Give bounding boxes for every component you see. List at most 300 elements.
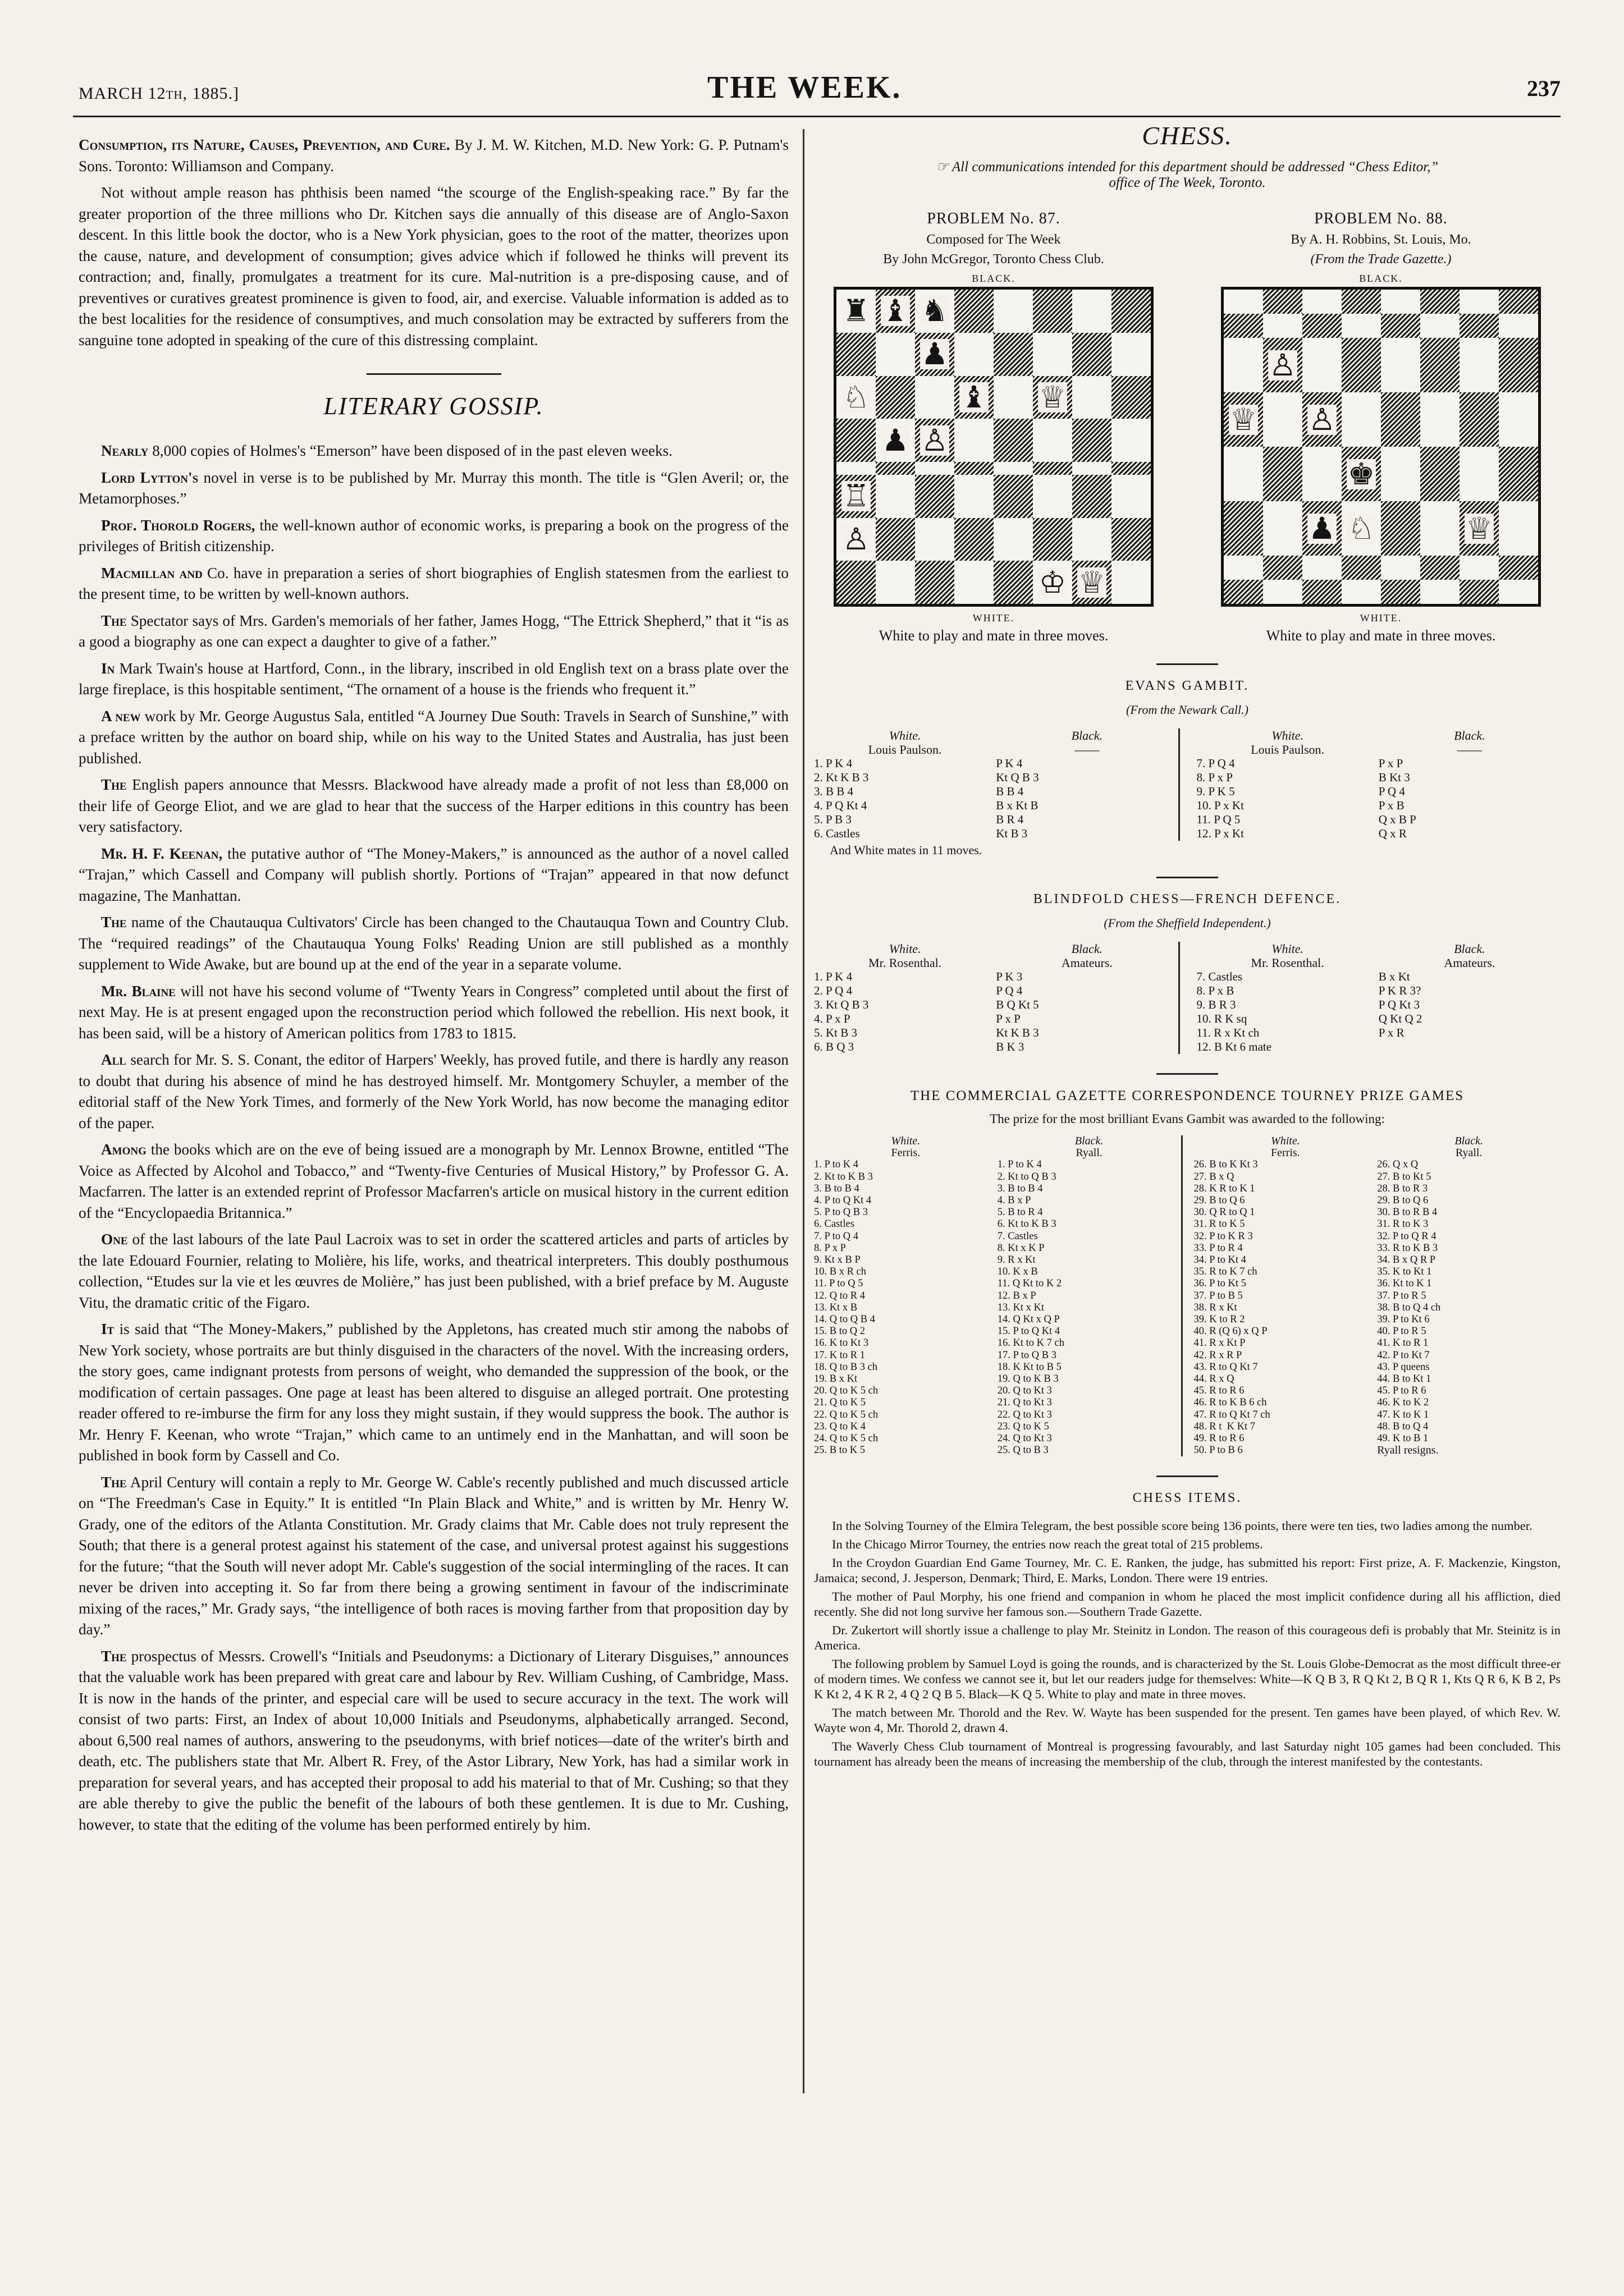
board-square	[1381, 501, 1420, 556]
board-square	[836, 462, 876, 475]
move-list: 1. P to K 4 2. Kt to K B 3 3. B to B 4 4. P to Q Kt 4 5. P to Q B 3 6. Castles 7. P to Q 4 8. P x P 9. Kt x B P 10. B x R ch 11. P to Q 5 12. Q to R 4 13. Kt x B 14. Q to Q B 4 15. B to Q 2 16. K to Kt 3 17. K to R 1 18. Q to B 3 ch 19. B x Kt 20. Q to K 5 ch 21. Q to K 5 22. Q to K 5 ch 23. Q to K 4 24. Q to K 5 ch 25. B to K 5	[814, 1159, 879, 1456]
white-heading: White.	[1271, 942, 1304, 956]
board-square	[1111, 518, 1151, 561]
evans-gambit-game	[814, 728, 1561, 841]
review-paragraph	[79, 135, 789, 177]
gossip-text: novel in verse is to be published by Mr. Murray this month. The title is “Glen Averil; or, the Metamorphoses.”	[79, 469, 789, 507]
gossip-text: prospectus of Messrs. Crowell's “Initials and Pseudonyms: a Dictionary of Literary Disguises,” announces that the valuable work has been prepared with great care and labour by Rev. William Cushing, of Cambridge, Mass. It is now in the hands of the printer, and especial care will be used to secure accuracy in the text. The work will consist of two parts: First, an Index of about 10,000 Initials and Pseudonyms, alphabetically arranged. Second, about 6,500 real names of authors, answering to the pseudonyms, with brief notices—date of the writer's birth and death, etc. The publishers state that Mr. Albert R. Frey, of the Astor Library, New York, has had a similar work in preparation for several years, and has accepted their proposal to add his material to that of Mr. Cushing; so that they are able thereby to give the public the benefit of the labours of both these gentlemen. It is due to Mr. Cushing, however, to state that the editing of the volume has been performed entirely by him.	[79, 1647, 789, 1833]
column-divider	[803, 129, 804, 2093]
board-square	[836, 561, 876, 604]
white-player: Louis Paulson.	[1251, 743, 1325, 757]
gossip-text: Spectator says of Mrs. Garden's memorials of her father, James Hogg, “The Ettrick Shepherd,” that it “is as a good a biography as one can expect a daughter to give of a father.”	[79, 612, 789, 650]
gossip-lead: Mr. H. F. Keenan,	[101, 845, 223, 862]
gossip-lead: In	[101, 659, 115, 677]
chess-piece-icon: ♙	[921, 422, 949, 458]
board-square	[876, 462, 915, 475]
white-moves	[814, 1135, 998, 1456]
board-square	[1263, 501, 1302, 556]
black-moves	[996, 942, 1178, 1054]
gossip-paragraph	[79, 775, 789, 838]
board-square	[915, 290, 954, 333]
chess-notice: ☞ All communications intended for this department should be addressed “Chess Editor,”	[936, 159, 1439, 175]
white-heading: White.	[889, 942, 921, 956]
gossip-lead: Mr. Blaine	[101, 982, 176, 1000]
problem-credit: Composed for The Week	[926, 232, 1061, 247]
board-square	[1224, 580, 1263, 604]
move-list: P K 3 P Q 4 B Q Kt 5 P x P Kt K B 3 B K 3	[996, 970, 1039, 1053]
board-square	[1224, 556, 1263, 580]
board-square	[836, 419, 876, 462]
board-square	[1460, 290, 1499, 314]
board-square	[1224, 290, 1263, 314]
board-square	[1342, 338, 1381, 392]
problem-88	[1201, 210, 1561, 644]
gossip-lead: Among	[101, 1141, 147, 1158]
move-list: B x Kt P K R 3? P Q Kt 3 Q Kt Q 2 P x R	[1378, 970, 1422, 1039]
gossip-text: search for Mr. S. S. Conant, the editor of Harpers' Weekly, has proved futile, and there is hardly any reason to doubt that during his absence of mind he has destroyed himself. Mr. Montgomery Schuyler, a member of the editorial staff of the New York Times, and formerly of the New York World, has now become the managing editor of the paper.	[79, 1051, 789, 1131]
chess-piece-icon: ♜	[842, 293, 870, 329]
move-list: 7. Castles 8. P x B 9. B R 3 10. R K sq 11. R x Kt ch 12. B Kt 6 mate	[1196, 970, 1272, 1053]
board-square	[1072, 290, 1111, 333]
gossip-lead: Nearly	[101, 442, 149, 459]
board-square	[1224, 447, 1263, 501]
chess-piece-icon: ♟	[921, 336, 949, 372]
white-heading: White.	[1271, 728, 1304, 743]
board-square	[836, 376, 876, 419]
black-label: BLACK.	[972, 273, 1015, 284]
literary-gossip-title: LITERARY GOSSIP.	[323, 392, 544, 420]
board-square	[1072, 518, 1111, 561]
board-square	[1111, 462, 1151, 475]
chess-piece-icon: ♕	[1078, 564, 1106, 600]
white-label: WHITE.	[972, 612, 1015, 624]
board-square	[1460, 338, 1499, 392]
gossip-list	[79, 441, 789, 1835]
gossip-lead: It	[101, 1321, 115, 1337]
white-label: WHITE.	[1360, 612, 1402, 624]
board-square	[1460, 580, 1499, 604]
board-square	[954, 518, 994, 561]
black-heading: Black.	[1454, 1135, 1483, 1147]
gossip-lead: The	[101, 1473, 127, 1491]
game-right-half	[1178, 942, 1561, 1054]
board-square	[1342, 290, 1381, 314]
board-square	[1499, 501, 1538, 556]
chess-items-list	[814, 1518, 1561, 1769]
board-square	[836, 518, 876, 561]
board-square	[1381, 556, 1420, 580]
board-square	[954, 290, 994, 333]
board-square	[1033, 419, 1072, 462]
chess-piece-icon: ♘	[1347, 510, 1375, 546]
issue-date: MARCH 12th, 1885.]	[79, 84, 240, 103]
move-list: P K 4 Kt Q B 3 B B 4 B x Kt B B R 4 Kt B 3	[996, 757, 1039, 840]
white-player: Mr. Rosenthal.	[1251, 956, 1324, 970]
board-square	[1111, 561, 1151, 604]
problem-87	[814, 210, 1173, 644]
gossip-lead: All	[101, 1051, 126, 1068]
chess-piece-icon: ♘	[842, 379, 870, 415]
chess-item: In the Croydon Guardian End Game Tourney, Mr. C. E. Ranken, the judge, has submitted his report: First prize, A. F. Mackenzie, Kingston, Jamaica; second, J. Jesperson, Denmark; Third, E. Marks, London. There were 19 entries.	[814, 1556, 1561, 1585]
white-moves	[1197, 728, 1379, 841]
board-square	[994, 475, 1033, 518]
board-square	[1499, 392, 1538, 447]
game-left-half	[814, 728, 1178, 841]
board-square	[1420, 556, 1460, 580]
gossip-paragraph	[79, 1139, 789, 1223]
chess-piece-icon: ♕	[1229, 401, 1257, 437]
board-square	[1033, 376, 1072, 419]
gossip-paragraph	[79, 515, 789, 557]
section-rule	[1156, 877, 1218, 878]
white-moves	[814, 728, 996, 841]
gossip-paragraph	[79, 658, 789, 700]
left-column	[79, 135, 789, 1841]
board-square	[1381, 447, 1420, 501]
gossip-paragraph	[79, 1646, 789, 1836]
board-square	[1381, 314, 1420, 338]
white-player: Mr. Rosenthal.	[868, 956, 942, 970]
board-square	[1033, 462, 1072, 475]
board-square	[1499, 290, 1538, 314]
gossip-text: April Century will contain a reply to Mr. George W. Cable's recently published and much discussed article on “The Freedman's Case in Equity.” It is entitled “In Plain Black and White,” and is written by Mr. Henry W. Grady, one of the editors of the Atlanta Constitution. Mr. Grady claims that Mr. Cable does not truly represent the South; that there is a general protest against his statement of the case, and universal protest against his suggestions for the future; “that the South will never adopt Mr. Cable's suggestion of the social intermingling of the races. It can never be driven into accepting it. So far from there being a growing sentiment in favour of the indiscriminate mixing of the races,” Mr. Grady says, “the intelligence of both races is moving farther from that proposition day by day.”	[79, 1473, 789, 1638]
board-square	[1381, 338, 1420, 392]
board-square	[1420, 392, 1460, 447]
problem-author: By A. H. Robbins, St. Louis, Mo.	[1291, 232, 1471, 247]
board-square	[915, 462, 954, 475]
board-square	[954, 419, 994, 462]
board-square	[915, 518, 954, 561]
gossip-lead: The	[101, 914, 127, 931]
board-square	[1072, 475, 1111, 518]
board-square	[876, 475, 915, 518]
board-square	[1072, 419, 1111, 462]
chess-item: The following problem by Samuel Loyd is going the rounds, and is characterized by the St. Louis Globe-Democrat as the most difficult three-er of modern times. We confess we cannot see it, but let our readers judge for themselves: White—K Q B 3, R Q Kt 2, B Q R 1, Kts Q R 6, K B 2, Ps K Kt 2, 4 K R 2, 4 Q 2 Q B 5. Black—K Q 5. White to play and mate in three moves.	[814, 1657, 1561, 1702]
gossip-text: the books which are on the eve of being issued are a monograph by Mr. Lennox Browne, entitled “The Voice as Affected by Alcohol and Tobacco,” and “Twenty-five Centuries of Musical History,” by Professor G. A. Macfarren. The latter is an extended reprint of Professor Macfarren's article on musical history in the current edition of the “Encyclopaedia Britannica.”	[79, 1141, 789, 1221]
board-square	[1224, 501, 1263, 556]
blindfold-game	[814, 942, 1561, 1054]
black-label: BLACK.	[1359, 273, 1403, 284]
white-moves	[1197, 942, 1379, 1054]
board-square	[1342, 447, 1381, 501]
gossip-lead: The	[101, 612, 127, 629]
board-square	[1460, 314, 1499, 338]
board-square	[1499, 580, 1538, 604]
gossip-text: Co. have in preparation a series of short biographies of English statesmen from the earliest to the present time, to be written by well-known authors.	[79, 564, 789, 602]
masthead-title: THE WEEK.	[707, 70, 902, 105]
white-player: Louis Paulson.	[868, 743, 942, 757]
board-square	[1302, 556, 1342, 580]
white-heading: White.	[889, 728, 921, 743]
game-left-half	[814, 942, 1178, 1054]
chess-notice-office: office of The Week, Toronto.	[1109, 175, 1266, 190]
board-square	[915, 333, 954, 376]
review-citation: By J. M. W. Kitchen, M.D. New York: G. P. Putnam's Sons. Toronto: Williamson and Company.	[79, 136, 789, 175]
gossip-paragraph	[79, 441, 789, 462]
black-moves	[1379, 728, 1561, 841]
board-square	[915, 475, 954, 518]
board-square	[1460, 447, 1499, 501]
board-square	[954, 333, 994, 376]
board-square	[836, 475, 876, 518]
section-rule	[1156, 1073, 1218, 1075]
problem-caption: White to play and mate in three moves.	[879, 627, 1109, 644]
gossip-text: 8,000 copies of Holmes's “Emerson” have been disposed of in the past eleven weeks.	[148, 442, 673, 459]
blindfold-source: (From the Sheffield Independent.)	[1104, 916, 1271, 930]
move-list: 7. P Q 4 8. P x P 9. P K 5 10. P x Kt 11. P Q 5 12. P x Kt	[1196, 757, 1244, 840]
board-square	[1302, 447, 1342, 501]
white-player: Ferris.	[1271, 1147, 1300, 1160]
chess-piece-icon: ♔	[1039, 564, 1067, 600]
board-square	[1224, 392, 1263, 447]
black-player: ——	[1074, 743, 1100, 757]
white-moves	[1194, 1135, 1378, 1456]
board-square	[915, 419, 954, 462]
gossip-text: of the last labours of the late Paul Lacroix was to set in order the scattered articles and parts of articles by the late Edouard Fournier, relating to Molière, his life, works, and theatrical interpreters. This doubly posthumous collection, “Etudes sur la vie et les œuvres de Molière,” has just been published, with a brief preface by M. Auguste Vitu, the dramatic critic of the Figaro.	[79, 1231, 789, 1311]
chess-piece-icon: ♕	[1465, 510, 1493, 546]
black-moves	[998, 1135, 1181, 1456]
chess-piece-icon: ♟	[1308, 510, 1336, 546]
chess-column	[814, 121, 1561, 1772]
board-square	[1033, 518, 1072, 561]
board-square	[994, 333, 1033, 376]
chess-board	[834, 287, 1154, 607]
gossip-text: the well-known author of economic works, is preparing a book on the progress of the privileges of British citizenship.	[79, 516, 789, 554]
section-rule	[1156, 1475, 1218, 1477]
board-square	[876, 561, 915, 604]
game-right-half	[1178, 728, 1561, 841]
chess-piece-icon: ♝	[881, 293, 909, 329]
game-right-half	[1181, 1135, 1561, 1456]
gossip-text: work by Mr. George Augustus Sala, entitled “A Journey Due South: Travels in Search of Sunshine,” with a preface written by the author on board ship, while on his way to the United States and Australia, has just been published.	[79, 707, 789, 767]
board-square	[1111, 333, 1151, 376]
problem-title: PROBLEM No. 88.	[1314, 210, 1448, 227]
problem-caption: White to play and mate in three moves.	[1266, 627, 1496, 644]
board-square	[915, 561, 954, 604]
board-square	[876, 333, 915, 376]
gossip-paragraph	[79, 706, 789, 769]
board-square	[1224, 314, 1263, 338]
chess-item: The mother of Paul Morphy, his one friend and companion in whom he placed the most implicit confidence during all his affliction, died recently. She did not long survive her famous son.—Southern Trade Gazette.	[814, 1589, 1561, 1619]
chess-item: Dr. Zukertort will shortly issue a challenge to play Mr. Steinitz in London. The reason of this courageous defi is probably that Mr. Steinitz is in America.	[814, 1623, 1561, 1653]
black-player: Amateurs.	[1061, 956, 1113, 970]
board-square	[1263, 447, 1302, 501]
chess-item: The match between Mr. Thorold and the Rev. W. Wayte has been suspended for the present. Ten games have been played, of which Rev. W. Wayte won 4, Mr. Thorold 2, drawn 4.	[814, 1706, 1561, 1735]
problem-author: By John McGregor, Toronto Chess Club.	[883, 252, 1104, 267]
board-square	[1111, 290, 1151, 333]
move-list: 26. B to K Kt 3 27. B x Q 28. K R to K 1 29. B to Q 6 30. Q R to Q 1 31. R to K 5 32. P to K R 3 33. P to R 4 34. P to Kt 4 35. R to K 7 ch 36. P to Kt 5 37. P to B 5 38. R x Kt 39. K to R 2 40. R (Q 6) x Q P 41. R x Kt P 42. R x R P 43. R to Q Kt 7 44. R x Q 45. R to R 6 46. R to K B 6 ch 47. R to Q Kt 7 ch 48. R t K Kt 7 49. R to R 6 50. P to B 6	[1193, 1159, 1270, 1456]
board-square	[1302, 290, 1342, 314]
chess-item: In the Solving Tourney of the Elmira Telegram, the best possible score being 136 points, there were ten ties, two ladies among the number.	[832, 1519, 1532, 1533]
board-square	[1033, 333, 1072, 376]
gossip-paragraph	[79, 1229, 789, 1313]
black-moves	[996, 728, 1178, 841]
black-heading: Black.	[1454, 728, 1485, 743]
board-square	[1302, 392, 1342, 447]
board-square	[1460, 501, 1499, 556]
chess-piece-icon: ♕	[1039, 379, 1067, 415]
black-player: Amateurs.	[1444, 956, 1495, 970]
black-moves	[1377, 1135, 1561, 1456]
gossip-lead: The	[101, 776, 127, 793]
board-square	[954, 475, 994, 518]
board-square	[1499, 338, 1538, 392]
gossip-lead: Macmillan and	[101, 564, 203, 581]
board-square	[1499, 447, 1538, 501]
board-square	[876, 518, 915, 561]
chess-piece-icon: ♙	[1269, 347, 1297, 383]
problems-row	[814, 210, 1561, 644]
white-heading: White.	[891, 1135, 921, 1147]
board-square	[1499, 314, 1538, 338]
board-square	[1420, 314, 1460, 338]
board-square	[1033, 290, 1072, 333]
game-left-half	[814, 1135, 1181, 1456]
gossip-lead: Lord Lytton's	[101, 469, 199, 486]
move-list: 26. Q x Q 27. B to Kt 5 28. B to R 3 29. B to Q 6 30. B to R B 4 31. R to K 3 32. P to Q R 4 33. R to K B 3 34. B x Q R P 35. K to Kt 1 36. Kt to K 1 37. P to R 5 38. B to Q 4 ch 39. P to Kt 6 40. P to R 5 41. K to R 1 42. P to Kt 7 43. P queens 44. B to Kt 1 45. P to R 6 46. K to K 2 47. K to K 1 48. B to Q 4 49. K to B 1	[1377, 1159, 1441, 1445]
board-square	[1263, 392, 1302, 447]
chess-piece-icon: ♟	[881, 422, 909, 458]
board-square	[1111, 376, 1151, 419]
problem-source: (From the Trade Gazette.)	[1310, 252, 1452, 267]
chess-piece-icon: ♙	[1308, 401, 1336, 437]
board-square	[836, 290, 876, 333]
black-heading: Black.	[1071, 728, 1103, 743]
white-heading: White.	[1271, 1135, 1300, 1147]
board-square	[1381, 580, 1420, 604]
black-player: Ryall.	[1076, 1147, 1103, 1160]
review-title: Consumption, its Nature, Causes, Prevention, and Cure.	[79, 136, 450, 153]
black-heading: Black.	[1454, 942, 1485, 956]
board-square	[1072, 333, 1111, 376]
page-number: 237	[1527, 76, 1561, 101]
board-square	[1263, 580, 1302, 604]
gossip-paragraph	[79, 1319, 789, 1466]
board-square	[1342, 501, 1381, 556]
tourney-title: THE COMMERCIAL GAZETTE CORRESPONDENCE TOURNEY PRIZE GAMES	[910, 1088, 1465, 1103]
board-square	[1263, 290, 1302, 314]
gossip-paragraph	[79, 1472, 789, 1640]
chess-piece-icon: ♙	[842, 521, 870, 557]
board-square	[1302, 314, 1342, 338]
board-square	[1342, 314, 1381, 338]
chess-item: The Waverly Chess Club tournament of Montreal is progressing favourably, and last Saturday night 105 games had been concluded. This tournament has already been the means of increasing the membership of the club, through the interest manifested by the contestants.	[814, 1739, 1561, 1769]
move-list: 1. P K 4 2. Kt K B 3 3. B B 4 4. P Q Kt 4 5. P B 3 6. Castles	[814, 757, 869, 840]
gossip-text: the putative author of “The Money-Makers,” is announced as the author of a novel called “Trajan,” which Cassell and Company will publish shortly. Portions of “Trajan” appeared in that now defunct magazine, The Manhattan.	[79, 845, 789, 904]
evans-gambit-source: (From the Newark Call.)	[1126, 703, 1248, 717]
board-square	[1072, 462, 1111, 475]
board-square	[1420, 338, 1460, 392]
board-square	[1033, 561, 1072, 604]
chess-piece-icon: ♖	[842, 478, 870, 514]
board-square	[1302, 580, 1342, 604]
board-square	[1072, 561, 1111, 604]
review-body: Not without ample reason has phthisis been named “the scourge of the English-speaking race.” By far the greater proportion of the three millions who Dr. Kitchen says die annually of this disease are of Anglo-Saxon descent. In this little book the doctor, who is a New York physician, goes to the root of the matter, theorizes upon the cause, nature, and development of consumption; gives advice which if followed he thinks will prevent its contraction; and, finally, promulgates a treatment for its cure. Mal-nutrition is a pre-disposing cause, and of preventives or curatives greatest prominence is given to food, air, and exercise. Valuable information is added as to the best localities for the residence of consumptives, and much consolation may be extracted by sufferers from the sanguine tone adopted in speaking of the cure of this distressing complaint.	[79, 184, 789, 349]
board-square	[1381, 392, 1420, 447]
board-square	[915, 376, 954, 419]
board-square	[994, 518, 1033, 561]
gossip-text: name of the Chautauqua Cultivators' Circle has been changed to the Chautauqua Town and Country Club. The “required readings” of the Chautauqua Young Folks' Reading Union are still published as a monthly supplement to Wide Awake, but are bound up at the end of the year in a separate volume.	[79, 914, 789, 973]
board-square	[1460, 392, 1499, 447]
chess-title: CHESS.	[1142, 121, 1233, 150]
board-square	[1263, 314, 1302, 338]
gossip-paragraph	[79, 1050, 789, 1134]
gossip-text: Mark Twain's house at Hartford, Conn., in the library, inscribed in old English text on a brass plate over the large fireplace, is this hospitable sentiment, “The ornament of a house is the friends who frequent it.”	[79, 659, 789, 698]
board-square	[1420, 580, 1460, 604]
gossip-text: English papers announce that Messrs. Blackwood have already made a profit of not less than £8,000 on their life of George Eliot, and we are glad to hear that the success of the Harper editions in this country has been very satisfactory.	[79, 776, 789, 835]
header-rule	[73, 116, 1561, 117]
board-square	[1033, 475, 1072, 518]
board-square	[954, 561, 994, 604]
blindfold-title: BLINDFOLD CHESS—FRENCH DEFENCE.	[1033, 892, 1342, 906]
white-player: Ferris.	[891, 1147, 921, 1160]
board-square	[1302, 501, 1342, 556]
chess-piece-icon: ♚	[1347, 456, 1375, 492]
tourney-subtitle: The prize for the most brilliant Evans Gambit was awarded to the following:	[990, 1112, 1385, 1126]
board-square	[994, 462, 1033, 475]
evans-gambit-title: EVANS GAMBIT.	[1125, 679, 1250, 693]
move-list: 1. P K 4 2. P Q 4 3. Kt Q B 3 4. P x P 5. Kt B 3 6. B Q 3	[814, 970, 869, 1053]
black-player: Ryall.	[1455, 1147, 1483, 1160]
board-square	[994, 376, 1033, 419]
board-square	[1263, 556, 1302, 580]
gossip-text: will not have his second volume of “Twenty Years in Congress” completed until about the first of next May. He is at present engaged upon the reconstruction period which followed the rebellion. His next book, it has been said, will be a history of American politics from 1783 to 1815.	[79, 982, 789, 1042]
chess-items-title: CHESS ITEMS.	[1132, 1491, 1242, 1506]
chess-piece-icon: ♝	[960, 379, 988, 415]
move-list: 1. P to K 4 2. Kt to Q B 3 3. B to B 4 4. B x P 5. B to R 4 6. Kt to K B 3 7. Castles 8. Kt x K P 9. R x Kt 10. K x B 11. Q Kt to K 2 12. B x P 13. Kt x Kt 14. Q Kt x Q P 15. P to Q Kt 4 16. Kt to K 7 ch 17. P to Q B 3 18. K Kt to B 5 19. Q to K B 3 20. Q to Kt 3 21. Q to Kt 3 22. Q to Kt 3 23. Q to K 5 24. Q to Kt 3 25. Q to B 3	[997, 1159, 1064, 1456]
white-moves	[814, 942, 996, 1054]
board-square	[994, 561, 1033, 604]
gossip-lead: Prof. Thorold Rogers,	[101, 516, 255, 534]
section-rule	[1156, 663, 1218, 665]
board-square	[1420, 501, 1460, 556]
evans-gambit-note: And White mates in 11 moves.	[830, 843, 982, 857]
board-square	[1342, 392, 1381, 447]
move-list: P x P B Kt 3 P Q 4 P x B Q x B P Q x R	[1378, 757, 1416, 840]
gossip-lead: One	[101, 1231, 128, 1248]
gossip-paragraph	[79, 611, 789, 653]
board-square	[1420, 447, 1460, 501]
board-square	[954, 462, 994, 475]
board-square	[1111, 475, 1151, 518]
black-heading: Black.	[1071, 942, 1103, 956]
board-square	[1420, 290, 1460, 314]
board-square	[876, 376, 915, 419]
board-square	[1263, 338, 1302, 392]
board-square	[1499, 556, 1538, 580]
gossip-paragraph	[79, 844, 789, 907]
board-square	[876, 419, 915, 462]
gossip-paragraph	[79, 981, 789, 1044]
board-square	[1342, 580, 1381, 604]
board-square	[994, 290, 1033, 333]
black-player: ——	[1457, 743, 1482, 757]
board-square	[876, 290, 915, 333]
gossip-lead: The	[101, 1647, 127, 1665]
board-square	[954, 376, 994, 419]
board-square	[1072, 376, 1111, 419]
board-square	[994, 419, 1033, 462]
result-note: Ryall resigns.	[1377, 1444, 1439, 1457]
board-square	[1381, 290, 1420, 314]
section-rule	[367, 373, 501, 375]
board-square	[1224, 338, 1263, 392]
tourney-game	[814, 1135, 1561, 1456]
gossip-paragraph	[79, 563, 789, 605]
black-heading: Black.	[1074, 1135, 1104, 1147]
board-square	[1460, 556, 1499, 580]
board-square	[836, 333, 876, 376]
